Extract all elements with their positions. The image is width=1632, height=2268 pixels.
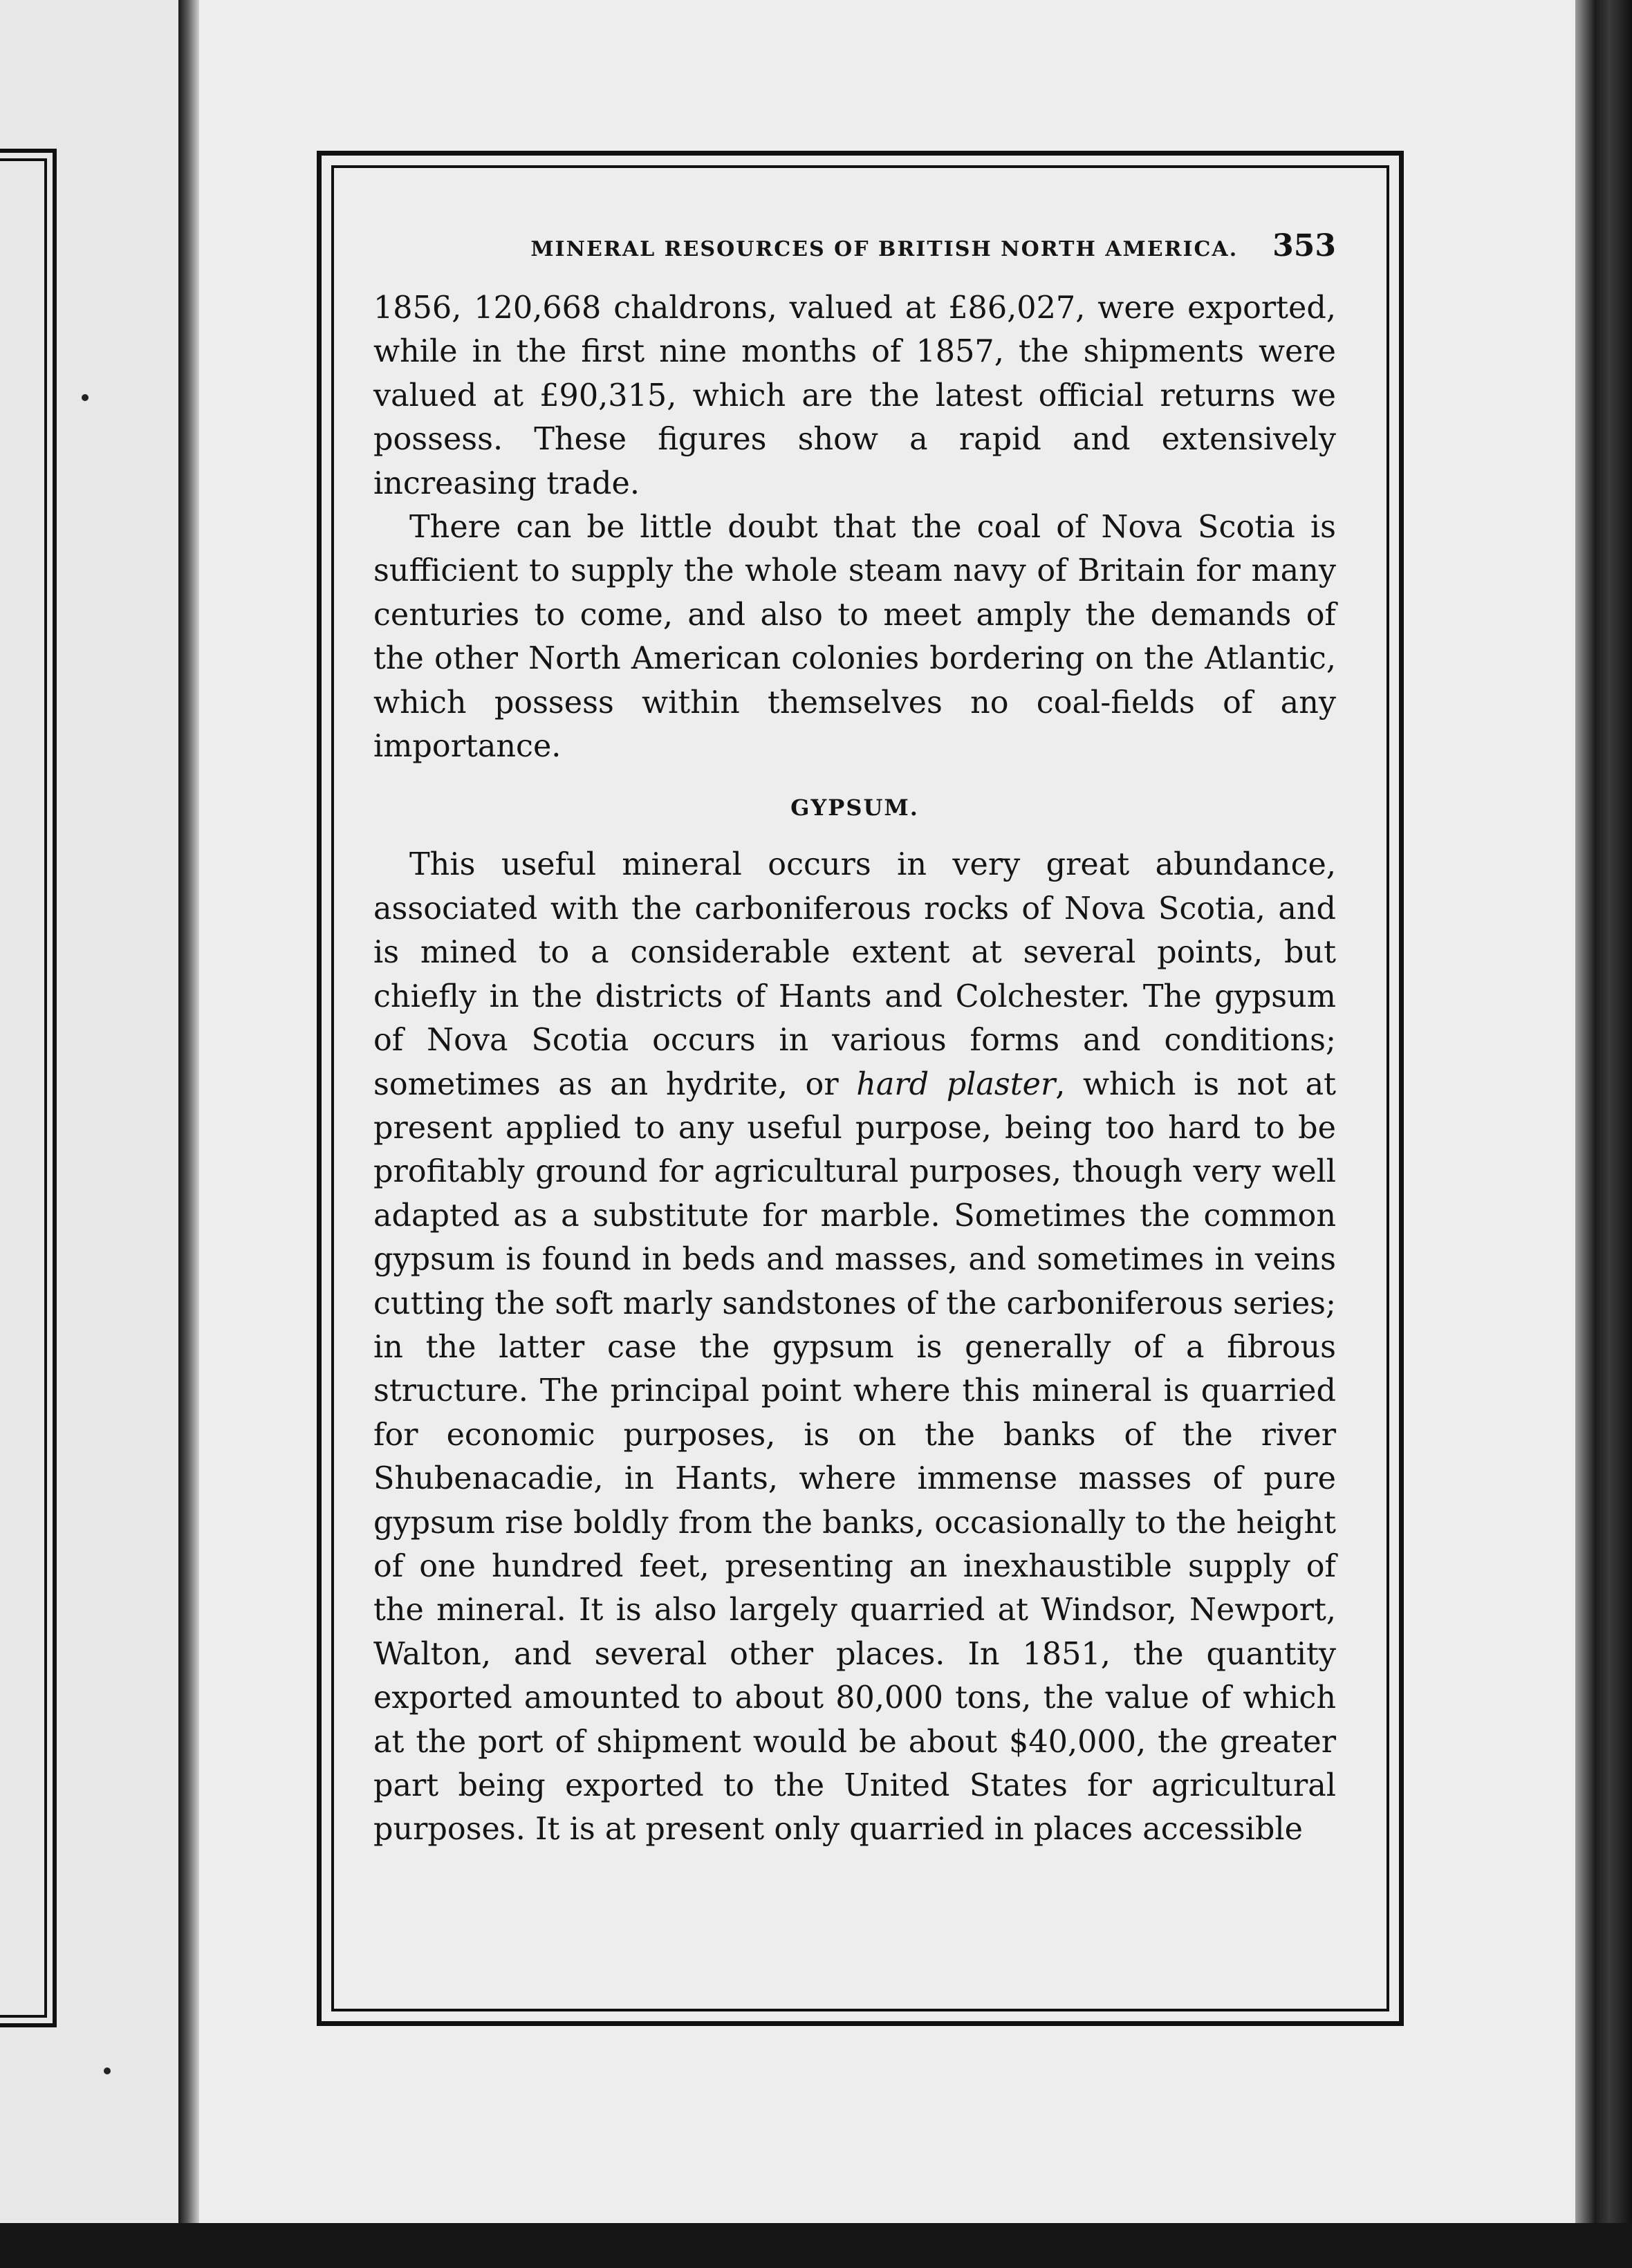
scan-bottom-border: [0, 2223, 1632, 2268]
ink-speck: [82, 394, 89, 401]
previous-page-edge: [0, 0, 178, 2268]
page-number: 353: [1272, 228, 1336, 263]
page-edge-shadow: [1575, 0, 1632, 2268]
previous-page-frame: [0, 149, 57, 2027]
ink-speck: [104, 2067, 111, 2074]
paragraph-gypsum: [373, 843, 1336, 1851]
running-head-title: MINERAL RESOURCES OF BRITISH NORTH AMERICA.: [530, 237, 1239, 261]
section-heading-gypsum: GYPSUM.: [790, 794, 919, 821]
gypsum-text-part-2: , which is not at present applied to any useful purpose, being too hard to be profitably ground for agricultural purposes, though very well adapted as a substitute for marble. Sometimes the common gypsum is found in beds and masses, and sometimes in veins cutting the soft marly sandstones of the carboniferous series; in the latter case the gypsum is generally of a fibrous structure. The principal point where this mineral is quarried for economic purposes, is on the banks of the river Shubenacadie, in Hants, where immense masses of pure gypsum rise boldly from the banks, occasionally to the height of one hundred feet, presenting an inexhaustible supply of the mineral. It is also largely quarried at Windsor, Newport, Walton, and several other places. In 1851, the quantity exported amounted to about 80,000 tons, the value of which at the port of shipment would be about $40,000, the greater part being exported to the United States for agricultural purposes. It is at present only quarried in places accessible: [373, 1066, 1336, 1848]
paragraph-coal-supply: There can be little doubt that the coal of Nova Scotia is sufficient to supply the whole steam navy of Britain for many centuries to come, and also to meet amply the demands of the other North American colonies bordering on the Atlantic, which possess within themselves no coal-fields of any importance.: [373, 510, 1336, 765]
text-block: [373, 228, 1336, 1852]
gypsum-italic-term: hard plaster: [856, 1066, 1056, 1102]
gypsum-text-part-1: This useful mineral occurs in very great abundance, associated with the carboniferous rocks of Nova Scotia, and is mined to a considerable extent at several points, but chiefly in the districts of Hants and Colchester. The gypsum of Nova Scotia occurs in various forms and conditions; sometimes as an hydrite, or: [373, 847, 1336, 1102]
paragraph-coal-exports: 1856, 120,668 chaldrons, valued at £86,027, were exported, while in the first nine months of 1857, the shipments were valued at £90,315, which are the latest official returns we possess. These figures show a rapid and extensively increasing trade.: [373, 290, 1336, 501]
running-head: [373, 228, 1336, 277]
book-gutter: [178, 0, 199, 2268]
